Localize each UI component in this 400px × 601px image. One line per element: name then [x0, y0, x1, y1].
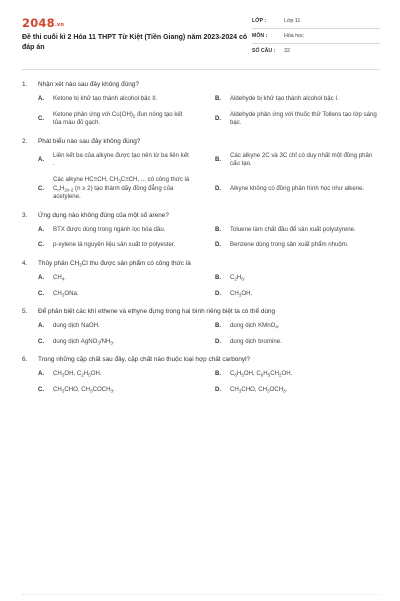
option-text: $CH_3OH$.: [230, 289, 253, 298]
question-2: [22, 137, 380, 202]
answer-options: [22, 152, 380, 202]
answer-option-d[interactable]: [215, 386, 380, 395]
answer-options: [22, 226, 380, 250]
header-divider: [22, 69, 380, 70]
question-number: 1.: [22, 81, 28, 88]
option-text: $CH_3CHO$, $CH_3OCH_3$.: [230, 385, 288, 394]
answer-option-a[interactable]: [38, 152, 203, 169]
option-text: $CH_3OH$, $C_2H_5OH$.: [53, 370, 102, 378]
answer-option-c[interactable]: [38, 111, 203, 128]
meta-value: 32: [284, 48, 290, 54]
answer-option-b[interactable]: [215, 226, 380, 235]
answer-option-d[interactable]: [215, 241, 380, 250]
answer-option-c[interactable]: [38, 386, 203, 395]
option-letter: A.: [38, 323, 44, 330]
option-letter: C.: [38, 386, 44, 393]
answer-option-d[interactable]: [215, 290, 380, 299]
logo-tld: .vn: [54, 22, 65, 28]
meta-value: Hóa học: [284, 33, 304, 39]
option-letter: D.: [215, 115, 221, 122]
question-3: [22, 211, 380, 250]
option-text: $C_2H_6$.: [230, 273, 246, 282]
question-text: Phát biểu nào sau đây không đúng?: [38, 137, 141, 145]
answer-option-c[interactable]: [38, 176, 203, 202]
option-letter: D.: [215, 290, 221, 297]
question-stem: [22, 307, 380, 316]
question-stem: [22, 80, 380, 89]
meta-label: LỚP :: [252, 18, 267, 24]
question-number: 6.: [22, 356, 28, 364]
question-1: [22, 80, 380, 128]
answer-option-a[interactable]: [38, 95, 203, 104]
option-letter: C.: [38, 185, 44, 192]
option-text: $C_6H_5OH$, $C_6H_5CH_2OH$.: [230, 370, 293, 378]
document-title: Đề thi cuối kì 2 Hóa 11 THPT Từ Kiệt (Tiền Giang) năm 2023-2024 có đáp án: [22, 34, 248, 51]
answer-option-b[interactable]: [215, 152, 380, 169]
option-text: Aldehyde bị khử tạo thành alcohol bậc I.: [230, 95, 339, 102]
option-letter: C.: [38, 242, 44, 249]
option-letter: D.: [215, 185, 221, 192]
question-number: 4.: [22, 259, 28, 267]
option-letter: A.: [38, 371, 44, 378]
question-text: Ứng dụng nào không đúng của một số arene?: [38, 211, 169, 219]
option-letter: A.: [38, 157, 44, 164]
meta-value: Lớp 11: [284, 18, 301, 24]
option-text: dung dịch bromine.: [230, 337, 282, 345]
answer-option-c[interactable]: [38, 290, 203, 299]
option-letter: D.: [215, 338, 221, 345]
option-text: Các alkyne 2C và 3C chỉ có duy nhất một đồng phân cấu tạo.: [230, 151, 373, 168]
option-letter: A.: [38, 96, 44, 102]
meta-label: MÔN :: [252, 33, 268, 39]
answer-options: [22, 370, 380, 394]
option-text: $CH_3ONa$.: [53, 289, 79, 298]
answer-option-d[interactable]: [215, 338, 380, 347]
option-letter: C.: [38, 290, 44, 297]
option-text: Liên kết ba của alkyne được tạo nên từ ba liên kết .: [53, 151, 189, 168]
meta-row-count: [252, 44, 380, 58]
option-text: $CH_3CHO$, $CH_3COCH_3$.: [53, 385, 115, 394]
answer-option-b[interactable]: [215, 274, 380, 283]
question-stem: [22, 137, 380, 146]
option-text: $CH_4$.: [53, 273, 67, 282]
question-text: Nhận xét nào sau đây không đúng?: [38, 81, 139, 88]
meta-row-class: [252, 14, 380, 29]
question-stem: [22, 355, 380, 364]
option-text: dung dịch $AgNO_3/NH_3$.: [53, 337, 115, 346]
option-text: Benzene dùng trong sản xuất phẩm nhuộm.: [230, 241, 349, 249]
question-4: [22, 259, 380, 298]
question-text: Trong những cặp chất sau đây, cặp chất nào thuộc loại hợp chất carbonyl?: [38, 356, 251, 364]
option-text: Ketone phản ứng với $Cu(OH)_2$ đun nóng tạo kết tủa màu đỏ gạch.: [53, 110, 183, 127]
answer-option-c[interactable]: [38, 338, 203, 347]
option-text: dung dịch NaOH.: [53, 322, 100, 330]
option-letter: B.: [215, 323, 221, 330]
question-stem: [22, 259, 380, 268]
question-number: 3.: [22, 211, 28, 219]
answer-option-d[interactable]: [215, 176, 380, 202]
option-letter: D.: [215, 386, 221, 393]
answer-option-a[interactable]: [38, 322, 203, 331]
option-text: Toluene làm chất đầu để sản xuất polystyrene.: [230, 225, 356, 233]
answer-option-c[interactable]: [38, 241, 203, 250]
answer-options: [22, 95, 380, 128]
meta-label: SỐ CÂU :: [252, 48, 276, 54]
option-text: Aldehyde phản ứng với thuốc thử Tollens tạo lớp sáng bạc.: [230, 110, 377, 127]
option-text: BTX được dùng trong ngành lọc hóa dầu.: [53, 225, 166, 233]
option-letter: C.: [38, 338, 44, 345]
option-letter: B.: [215, 371, 221, 378]
exam-meta-table: [252, 14, 380, 58]
answer-options: [22, 274, 380, 298]
answer-option-d[interactable]: [215, 111, 380, 128]
site-logo[interactable]: [22, 16, 64, 30]
question-number: 5.: [22, 308, 28, 316]
meta-row-subject: [252, 29, 380, 44]
option-letter: A.: [38, 226, 44, 233]
question-list: [22, 80, 380, 404]
answer-option-b[interactable]: [215, 95, 380, 104]
question-number: 2.: [22, 137, 28, 145]
question-text: Để phân biệt các khí ethene và ethyne đựng trong hai bình riêng biệt ta có thể dùng: [38, 308, 275, 316]
option-text: p-xylene là nguyên liệu sản xuất tơ polyester.: [53, 241, 176, 249]
option-letter: A.: [38, 274, 44, 281]
question-text: Thủy phân $CH_3Cl$ thu được sản phẩm có công thức là: [38, 259, 191, 268]
question-stem: [22, 211, 380, 220]
option-letter: B.: [215, 274, 221, 281]
answer-option-a[interactable]: [38, 274, 203, 283]
option-text: Alkyne không có đồng phân hình học như alkene.: [230, 184, 365, 192]
logo-text: 2048: [22, 16, 55, 30]
answer-option-a[interactable]: [38, 226, 203, 235]
answer-option-b[interactable]: [215, 322, 380, 331]
answer-options: [22, 322, 380, 346]
answer-option-b[interactable]: [215, 370, 380, 379]
option-text: Các alkyne HC≡CH, $CH_3C\equiv CH$, ... có công thức là $C_nH_{2n-2}$ (n ≥ 2) tạo thành dãy đồng đẳng của acetylene.: [53, 175, 190, 201]
option-letter: B.: [215, 226, 221, 233]
option-letter: C.: [38, 115, 44, 122]
question-5: [22, 307, 380, 346]
option-text: Ketone bị khử tạo thành alcohol bậc II.: [53, 95, 158, 102]
option-text: dung dịch KMnO$_4$.: [230, 322, 280, 330]
option-letter: B.: [215, 96, 221, 102]
question-6: [22, 355, 380, 394]
option-letter: D.: [215, 242, 221, 249]
option-letter: B.: [215, 157, 221, 164]
answer-option-a[interactable]: [38, 370, 203, 379]
